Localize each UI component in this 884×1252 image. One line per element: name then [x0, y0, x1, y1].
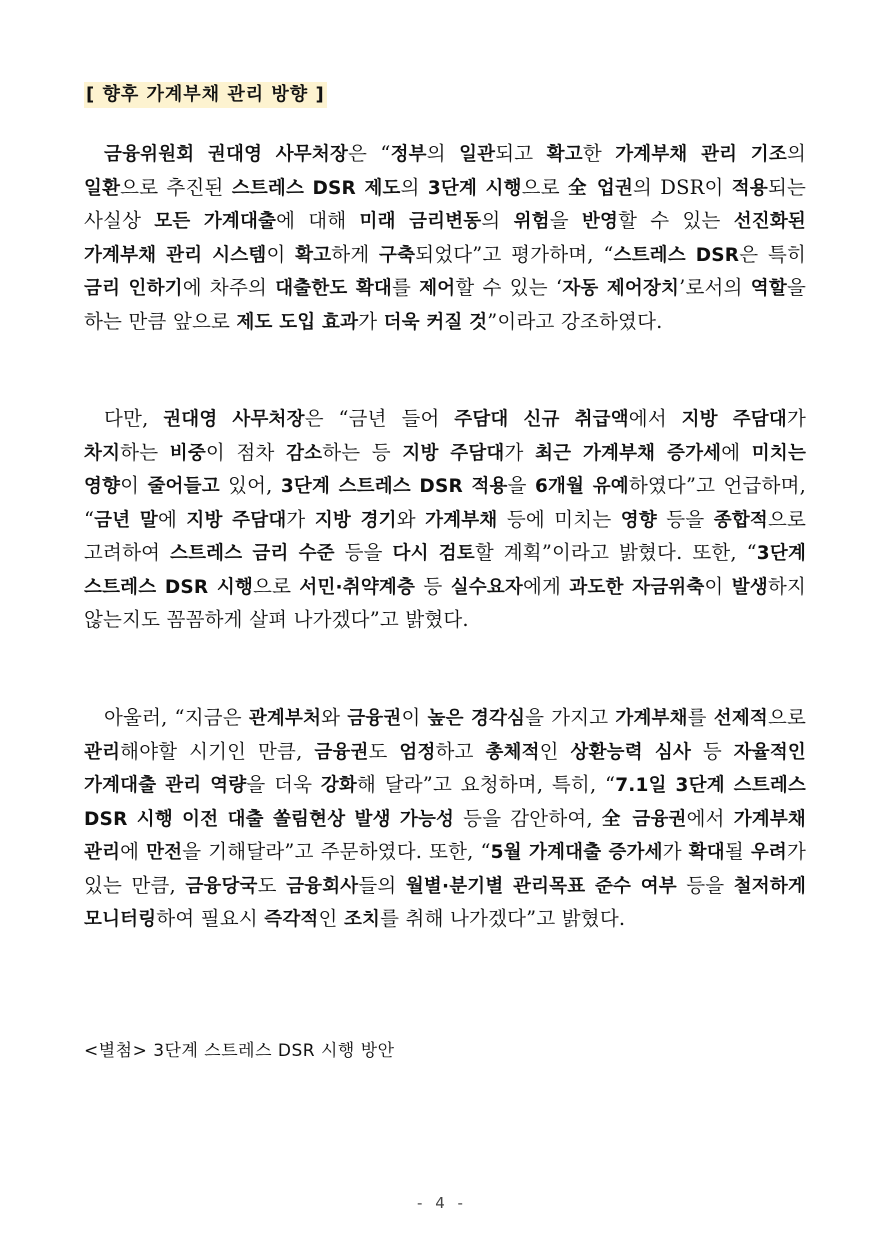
- body-text: 의: [786, 142, 806, 165]
- emphasis-text: 금융당국: [185, 875, 258, 897]
- body-text: 하였다”고 언급하며, “: [84, 474, 806, 531]
- emphasis-text: 과도한 자금위축: [569, 576, 705, 598]
- emphasis-text: 영향: [620, 509, 657, 531]
- emphasis-text: 일환: [84, 177, 121, 199]
- body-text: 하고: [435, 739, 486, 763]
- body-text: 등을: [676, 873, 734, 897]
- emphasis-text: 지방 경기: [314, 509, 397, 531]
- body-text: 에 차주의: [182, 276, 276, 299]
- section-heading: [ 향후 가계부채 관리 방향 ]: [84, 82, 327, 108]
- emphasis-text: 월별·분기별 관리목표 준수 여부: [405, 875, 677, 897]
- body-text: 을 기해달라”고 주문하였다. 또한, “: [182, 840, 491, 863]
- emphasis-text: 지방 주담대: [402, 442, 505, 464]
- emphasis-text: 선진화된 가계부채 관리 시스템: [84, 211, 807, 266]
- body-text: 가: [358, 309, 384, 333]
- body-text: 되었다”고 평가하며, “: [415, 242, 614, 266]
- body-text: 해 달라”고 요청하며, 특히, “: [357, 773, 616, 796]
- emphasis-text: 가계부채: [615, 708, 688, 729]
- emphasis-text: 지방 주담대: [186, 509, 287, 531]
- body-text: 이: [401, 706, 428, 729]
- body-text: 할 수 있는: [618, 209, 734, 232]
- body-text: 을: [507, 474, 535, 497]
- body-text: 에 대해: [276, 209, 360, 232]
- emphasis-text: 스트레스 DSR 제도: [231, 177, 401, 199]
- emphasis-text: 금년 말: [94, 509, 158, 531]
- body-text: 하게: [331, 242, 380, 266]
- emphasis-text: 우려: [750, 842, 787, 863]
- emphasis-text: 관계부처: [248, 708, 322, 729]
- body-text: 한: [582, 142, 616, 165]
- emphasis-text: 확대: [688, 842, 725, 863]
- body-text: 도: [368, 739, 400, 763]
- emphasis-text: 5월 가계대출 증가세: [490, 842, 663, 863]
- body-text: 은 “: [348, 142, 391, 165]
- emphasis-text: 실수요자: [450, 576, 523, 598]
- emphasis-text: 반영: [581, 211, 619, 232]
- emphasis-text: 높은 경각심: [427, 708, 526, 729]
- emphasis-text: 3단계 시행: [427, 177, 522, 199]
- emphasis-text: 최근 가계부채 증가세: [535, 442, 722, 464]
- body-text: 인: [318, 907, 344, 930]
- emphasis-text: 금융권: [314, 741, 369, 763]
- emphasis-text: 全 업권: [567, 177, 634, 199]
- emphasis-text: 금융권: [347, 708, 402, 729]
- body-text: 를: [687, 706, 714, 729]
- body-text: 등을: [656, 507, 714, 531]
- emphasis-text: 금융회사: [286, 875, 359, 897]
- emphasis-text: 全 금융권: [601, 808, 687, 830]
- body-text: 의: [426, 142, 460, 165]
- body-text: 의: [400, 175, 428, 199]
- emphasis-text: 만전: [146, 842, 183, 863]
- emphasis-text: 금리 인하기: [84, 278, 183, 299]
- emphasis-text: 6개월 유예: [534, 476, 629, 497]
- emphasis-text: 발생: [731, 576, 768, 598]
- body-text: 하는: [120, 440, 170, 464]
- emphasis-text: 비중: [169, 442, 206, 464]
- emphasis-text: 확고: [546, 144, 583, 165]
- body-text: 에: [120, 840, 147, 863]
- body-text: 에서: [628, 407, 682, 430]
- emphasis-text: 제어: [419, 278, 456, 299]
- body-text: 으로 고려하여: [84, 507, 807, 564]
- emphasis-text: 구축: [379, 244, 416, 266]
- body-text: 인: [539, 739, 571, 763]
- body-text: 해야할 시기인 만큼,: [120, 739, 315, 763]
- emphasis-text: 스트레스 DSR: [613, 244, 740, 266]
- body-text: 가: [286, 507, 315, 531]
- emphasis-text: 차지: [84, 442, 121, 464]
- emphasis-text: 가계부채 관리 기조: [615, 144, 787, 165]
- emphasis-text: 엄정: [399, 741, 436, 763]
- body-text: 될: [724, 840, 751, 863]
- body-text: 에서: [686, 806, 734, 830]
- body-text: 을 더욱: [246, 773, 321, 796]
- body-text: 도: [257, 873, 287, 897]
- body-text: ’로서의: [679, 276, 751, 299]
- emphasis-text: 대출한도 확대: [275, 278, 392, 299]
- body-text: 이: [266, 242, 296, 266]
- emphasis-text: 가계부채: [425, 509, 498, 531]
- body-text: 아울러, “지금은: [104, 706, 249, 729]
- emphasis-text: 더욱 커질 것: [383, 311, 488, 333]
- emphasis-text: 제도 도입 효과: [236, 311, 359, 333]
- body-text: 으로: [253, 574, 300, 598]
- paragraph-3: [84, 702, 806, 937]
- body-text: 의: [481, 209, 514, 232]
- body-text: 있어,: [219, 474, 281, 497]
- body-text: 은 특히: [739, 242, 807, 266]
- body-text: 다만,: [104, 407, 164, 430]
- body-text: 와: [396, 507, 426, 531]
- body-text: 등에 미치는: [497, 507, 621, 531]
- emphasis-text: 즉각적: [264, 909, 319, 930]
- emphasis-text: 줄어들고: [147, 476, 220, 497]
- emphasis-text: 조치: [343, 909, 381, 930]
- emphasis-text: 일관: [459, 144, 496, 165]
- body-text: 을 가지고: [525, 706, 616, 729]
- body-text: 가: [504, 440, 536, 464]
- emphasis-text: 지방 주담대: [681, 409, 787, 430]
- body-text: 하는 등: [322, 440, 403, 464]
- body-text: 등을 감안하여,: [454, 806, 602, 830]
- body-text: 을 하는 만큼 앞으로: [84, 276, 806, 333]
- body-text: 되고: [495, 142, 547, 165]
- body-text: 를 취해 나가겠다”고 밝혔다.: [380, 907, 626, 930]
- emphasis-text: 다시 검토: [392, 543, 475, 564]
- body-text: 를: [392, 276, 420, 299]
- body-text: 가 있는 만큼,: [84, 840, 807, 897]
- emphasis-text: 주담대 신규 취급액: [454, 409, 629, 430]
- body-text: 와: [321, 706, 348, 729]
- emphasis-text: 위험: [513, 211, 550, 232]
- body-text: 등: [415, 574, 451, 598]
- paragraph-2: [84, 403, 806, 637]
- body-text: 이: [704, 574, 732, 598]
- emphasis-text: 종합적: [713, 509, 768, 531]
- emphasis-text: 역할: [750, 278, 787, 299]
- body-text: 으로: [521, 175, 568, 199]
- emphasis-text: 강화: [320, 775, 358, 796]
- body-text: 이: [120, 474, 148, 497]
- paragraph-1: [84, 138, 806, 339]
- emphasis-text: 선제적: [713, 708, 768, 729]
- emphasis-text: 3단계 스트레스 DSR 시행: [84, 543, 807, 598]
- body-text: 할 계획”이라고 밝혔다. 또한, “: [474, 541, 757, 564]
- emphasis-text: 총체적: [485, 741, 540, 763]
- body-text: 가: [662, 840, 689, 863]
- emphasis-text: 스트레스 금리 수준: [170, 543, 335, 564]
- emphasis-text: 금융위원회 권대영 사무처장: [104, 144, 349, 165]
- emphasis-text: 서민·취약계층: [299, 576, 416, 598]
- body-text: 등을: [334, 541, 393, 564]
- body-text: 들의: [358, 873, 406, 897]
- emphasis-text: 모든 가계대출: [154, 211, 277, 232]
- emphasis-text: 자동 제어장치: [562, 278, 680, 299]
- body-text: 하지 않는지도 꼼꼼하게 살펴 나가겠다”고 밝혔다.: [84, 574, 806, 631]
- emphasis-text: 적용: [731, 177, 768, 199]
- body-text: 하여 필요시: [156, 907, 265, 930]
- body-text: 에: [721, 440, 752, 464]
- emphasis-text: 정부: [390, 144, 427, 165]
- emphasis-text: 3단계 스트레스 DSR 적용: [280, 476, 508, 497]
- emphasis-text: 철저하게 모니터링: [84, 875, 807, 930]
- body-text: 은 “금년 들어: [304, 407, 455, 430]
- body-text: 에: [158, 507, 187, 531]
- body-text: 으로: [767, 706, 807, 729]
- body-text: ”이라고 강조하였다.: [487, 309, 663, 333]
- body-text: 되는 사실상: [84, 175, 807, 232]
- body-text: 이 점차: [205, 440, 287, 464]
- emphasis-text: 감소: [286, 442, 323, 464]
- body-text: 가: [786, 407, 806, 430]
- emphasis-text: 미래 금리변동: [359, 211, 482, 232]
- attachment-note: <별첨> 3단계 스트레스 DSR 시행 방안: [84, 1041, 395, 1061]
- body-text: 에게: [523, 574, 570, 598]
- body-text: 할 수 있는 ‘: [455, 276, 563, 299]
- emphasis-text: 가계부채 관리: [84, 808, 806, 863]
- emphasis-text: 권대영 사무처장: [163, 409, 305, 430]
- emphasis-text: 자율적인 가계대출 관리 역량: [84, 741, 807, 796]
- emphasis-text: 미치는 영향: [84, 442, 807, 497]
- emphasis-text: 관리: [84, 741, 121, 763]
- page-number: - 4 -: [417, 1194, 467, 1212]
- body-text: 등: [691, 739, 734, 763]
- emphasis-text: 상환능력 심사: [570, 741, 692, 763]
- emphasis-text: 7.1일 3단계 스트레스 DSR 시행 이전 대출 쏠림현상 발생 가능성: [84, 775, 806, 830]
- emphasis-text: 확고: [295, 244, 332, 266]
- body-text: 을: [549, 209, 582, 232]
- body-text: 으로 추진된: [120, 175, 232, 199]
- body-text: 의 DSR이: [633, 175, 732, 199]
